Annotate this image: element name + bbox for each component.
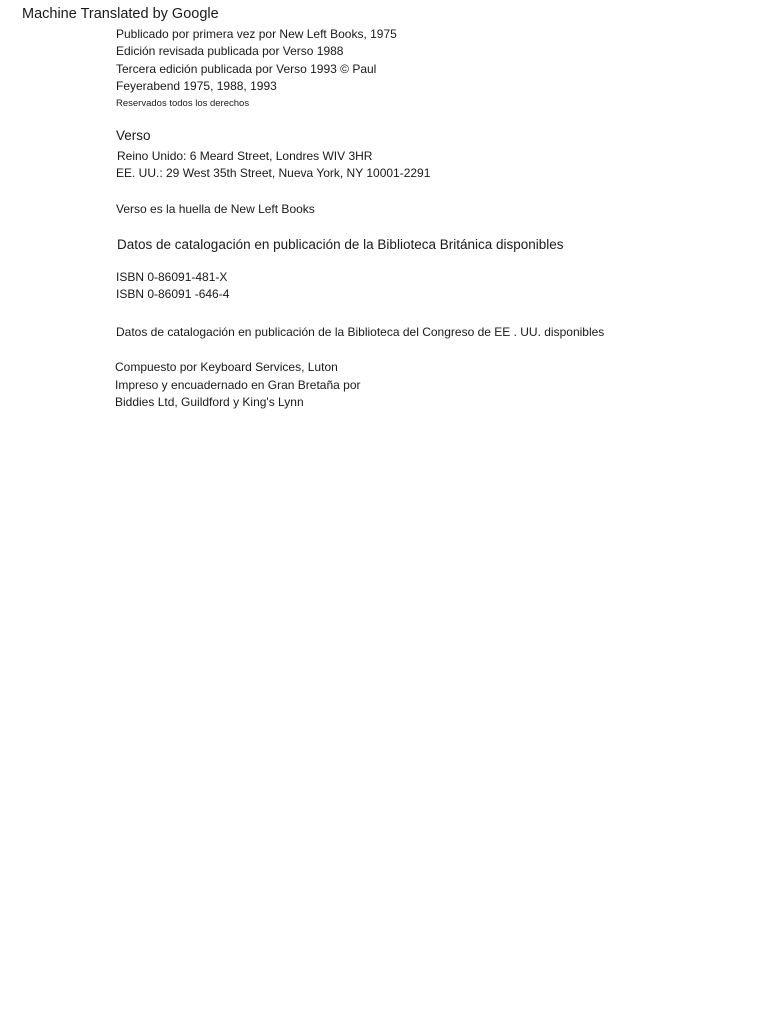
imprint-note-line: Verso es la huella de New Left Books	[116, 202, 315, 216]
us-address-line: EE. UU.: 29 West 35th Street, Nueva York, NY 10001-2291	[116, 166, 431, 180]
publisher-name: Verso	[116, 128, 151, 143]
third-edition-line: Tercera edición publicada por Verso 1993 © Paul	[116, 62, 377, 76]
first-publication-line: Publicado por primera vez por New Left Books, 1975	[116, 27, 397, 41]
british-library-cip-line: Datos de catalogación en publicación de la Biblioteca Británica disponibles	[117, 237, 564, 252]
rights-reserved-line: Reservados todos los derechos	[116, 98, 250, 109]
printer-name-line: Biddies Ltd, Guildford y King's Lynn	[115, 395, 304, 409]
library-of-congress-cip-line: Datos de catalogación en publicación de la Biblioteca del Congreso de EE . UU. disponibles	[116, 325, 605, 339]
isbn-line-1: ISBN 0-86091-481-X	[116, 270, 228, 284]
copyright-years-line: Feyerabend 1975, 1988, 1993	[116, 79, 277, 93]
uk-address-line: Reino Unido: 6 Meard Street, Londres WIV 3HR	[117, 149, 373, 163]
machine-translation-banner: Machine Translated by Google	[22, 6, 219, 22]
typeset-by-line: Compuesto por Keyboard Services, Luton	[115, 360, 338, 374]
isbn-line-2: ISBN 0-86091 -646-4	[116, 287, 230, 301]
revised-edition-line: Edición revisada publicada por Verso 1988	[116, 44, 344, 58]
printed-in-line: Impreso y encuadernado en Gran Bretaña por	[115, 378, 361, 392]
